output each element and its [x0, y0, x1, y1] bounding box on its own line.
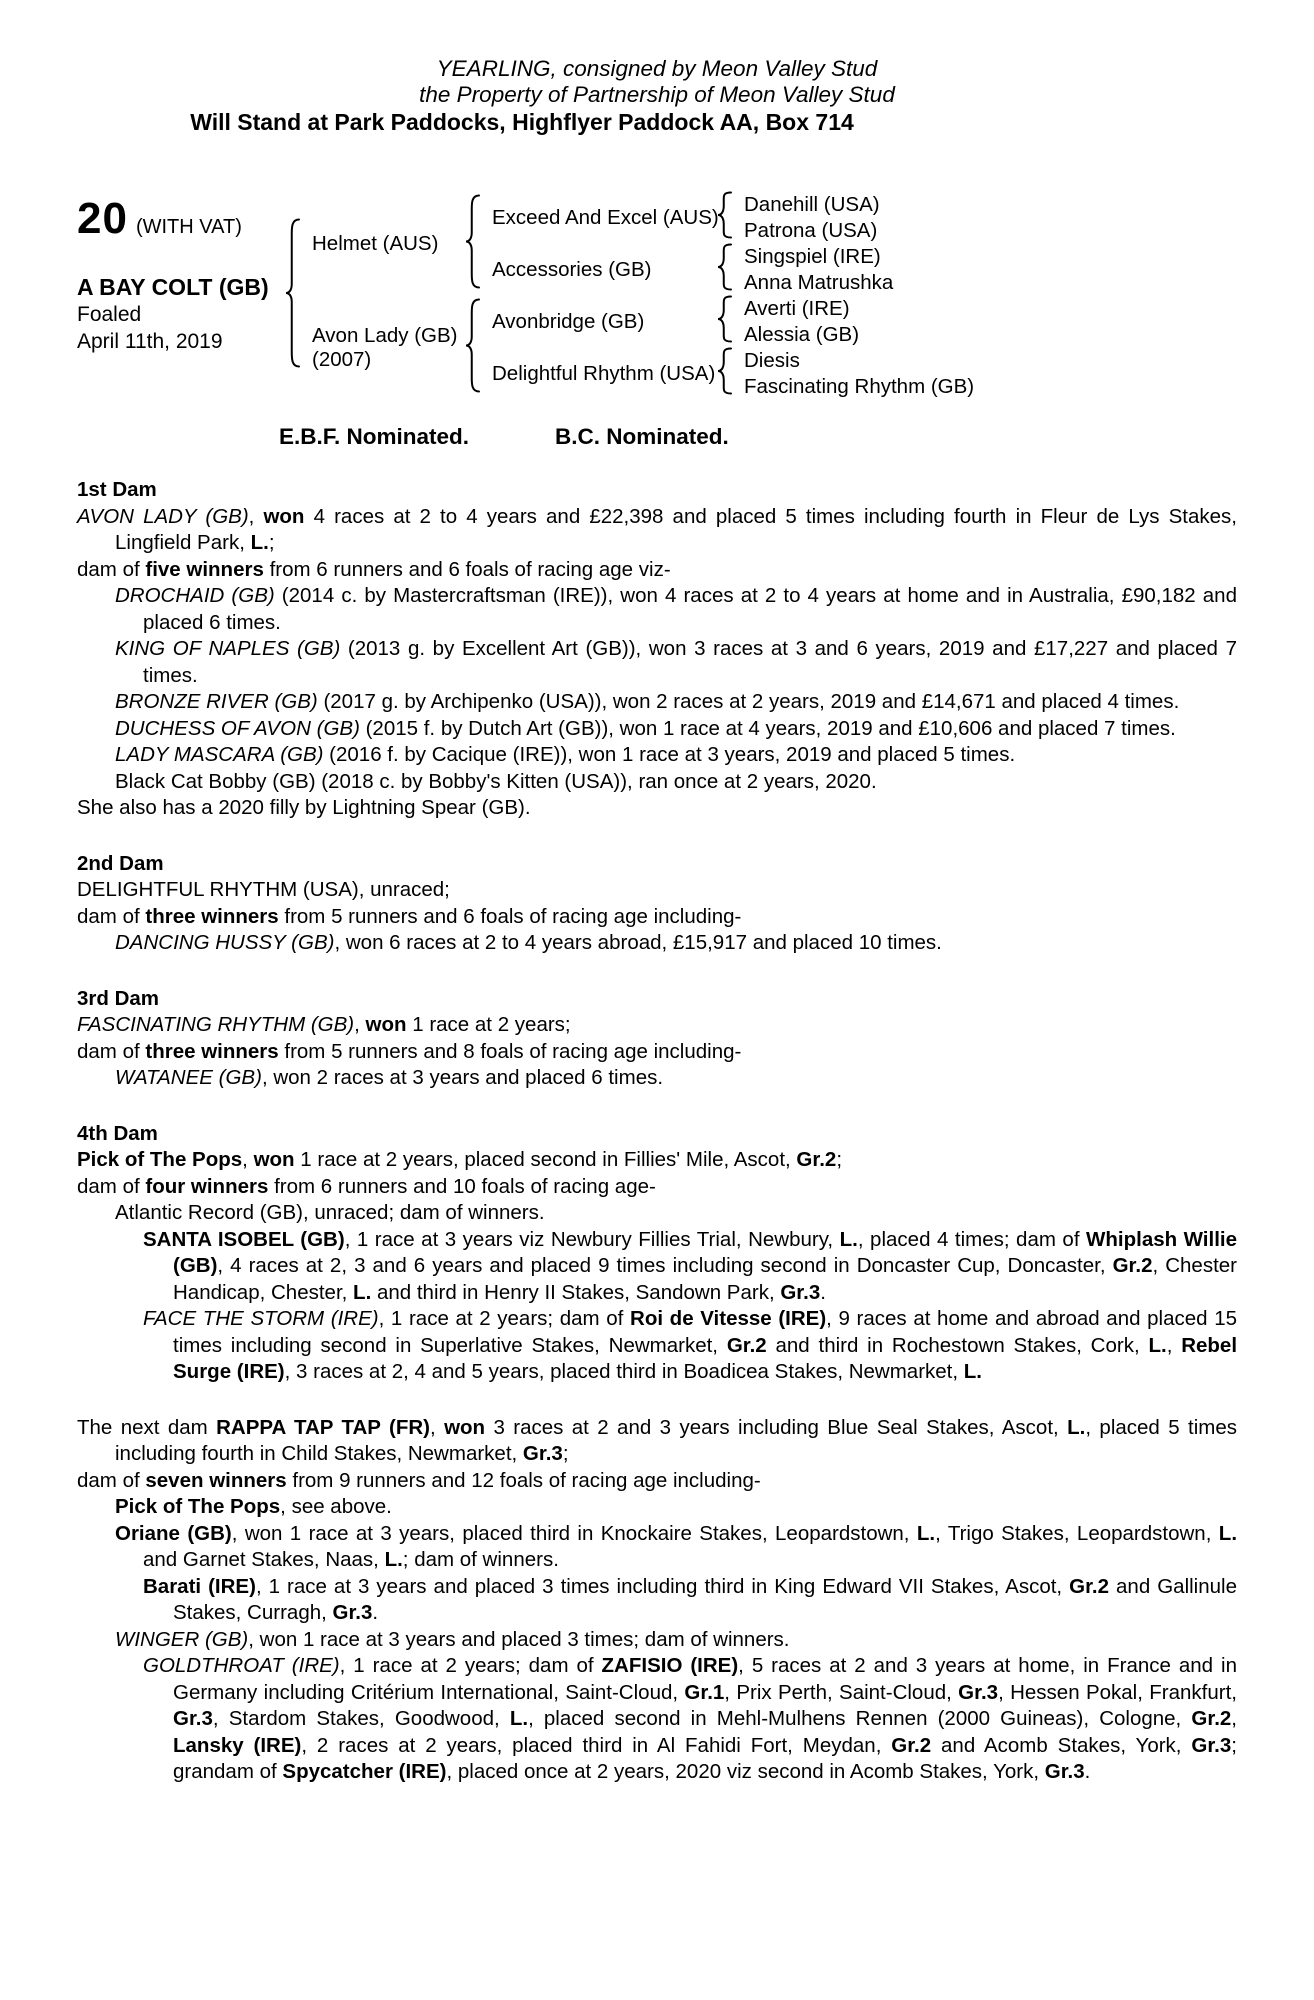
pedigree-gen2-2: Avonbridge (GB)	[492, 310, 645, 333]
ebf-nominated: E.B.F. Nominated.	[279, 424, 470, 449]
curly-brace-icon	[717, 243, 732, 291]
brace-cell-sire	[465, 192, 489, 296]
curly-brace-icon	[465, 298, 480, 393]
catalog-paragraph: FACE THE STORM (IRE), 1 race at 2 years; dam of Roi de Vitesse (IRE), 9 races at home and abroad and placed 15 times including second in Superlative Stakes, Newmarket, Gr.2 and third in Rochestown Stakes, Cork, L., Rebel Surge (IRE), 3 races at 2, 4 and 5 years, placed third in Boadicea Stakes, Newmarket, L.	[143, 1307, 1238, 1383]
brace-cell-g2-0	[717, 192, 741, 244]
dam-name: Avon Lady (GB)	[312, 324, 458, 347]
gen2-brace-1	[717, 243, 732, 297]
brace-cell-root	[285, 192, 309, 400]
catalog-paragraph: dam of four winners from 6 runners and 10 foals of racing age-	[77, 1174, 656, 1198]
brace-cell-g2-1	[717, 244, 741, 296]
catalog-paragraph: dam of seven winners from 9 runners and 12 foals of racing age including-	[77, 1468, 761, 1492]
dam-heading: 2nd Dam	[77, 851, 164, 875]
catalog-paragraph: WATANEE (GB), won 2 races at 3 years and placed 6 times.	[115, 1066, 664, 1089]
lot-info	[77, 192, 285, 400]
catalog-paragraph: She also has a 2020 filly by Lightning Spear (GB).	[77, 796, 531, 819]
brace-cell-g2-3	[717, 348, 741, 400]
pedigree-gen3-0: Danehill (USA)	[744, 193, 880, 216]
catalog-paragraph: Pick of The Pops, won 1 race at 2 years, placed second in Fillies' Mile, Ascot, Gr.2;	[77, 1148, 843, 1171]
catalog-paragraph: AVON LADY (GB), won 4 races at 2 to 4 years and £22,398 and placed 5 times including fourth in Fleur de Lys Stakes, Lingfield Park, L.;	[77, 504, 1237, 554]
page-header	[77, 56, 1237, 136]
dam-section	[77, 1121, 1237, 1386]
catalog-paragraph: BRONZE RIVER (GB) (2017 g. by Archipenko (USA)), won 2 races at 2 years, 2019 and £14,671 and placed 4 times.	[115, 690, 1180, 713]
bc-nominated: B.C. Nominated.	[555, 424, 729, 449]
dam-sections	[77, 477, 1237, 1786]
curly-brace-icon	[717, 295, 732, 343]
property-line: the Property of Partnership of Meon Valley Stud	[419, 82, 895, 107]
dam-brace	[465, 298, 480, 399]
pedigree-gen3-4: Averti (IRE)	[744, 297, 850, 320]
pedigree-block	[77, 192, 1237, 400]
catalog-paragraph: Barati (IRE), 1 race at 3 years and placed 3 times including third in King Edward VII Stakes, Ascot, Gr.2 and Gallinule Stakes, Curragh, Gr.3.	[143, 1574, 1237, 1624]
catalog-paragraph: Pick of The Pops, see above.	[115, 1495, 392, 1518]
dam-heading: 4th Dam	[77, 1121, 158, 1145]
brace-cell-g2-2	[717, 296, 741, 348]
catalog-paragraph: SANTA ISOBEL (GB), 1 race at 3 years viz Newbury Fillies Trial, Newbury, L., placed 4 times; dam of Whiplash Willie (GB), 4 races at 2, 3 and 6 years and placed 9 times including second in Doncaster Cup, Doncaster, Gr.2, Chester Handicap, Chester, L. and third in Henry II Stakes, Sandown Park, Gr.3.	[143, 1227, 1238, 1304]
brace-cell-dam	[465, 296, 489, 400]
pedigree-tree	[285, 192, 974, 400]
catalog-paragraph: LADY MASCARA (GB) (2016 f. by Cacique (IRE)), won 1 race at 3 years, 2019 and placed 5 times.	[115, 743, 1016, 766]
dam-section	[77, 986, 1237, 1092]
dam-year: (2007)	[312, 348, 372, 371]
catalogue-page	[77, 56, 1237, 1786]
pedigree-gen3-1: Patrona (USA)	[744, 219, 878, 242]
gen2-brace-3	[717, 347, 732, 401]
vat-note: (WITH VAT)	[135, 216, 242, 238]
catalog-paragraph: Oriane (GB), won 1 race at 3 years, placed third in Knockaire Stakes, Leopardstown, L., Trigo Stakes, Leopardstown, L. and Garnet Stakes, Naas, L.; dam of winners.	[115, 1521, 1238, 1571]
pedigree-gen3-3: Anna Matrushka	[744, 271, 894, 294]
catalog-paragraph: dam of five winners from 6 runners and 6 foals of racing age viz-	[77, 557, 671, 581]
catalog-paragraph: The next dam RAPPA TAP TAP (FR), won 3 races at 2 and 3 years including Blue Seal Stakes, Ascot, L., placed 5 times including fourth in Child Stakes, Newmarket, Gr.3;	[77, 1415, 1237, 1465]
gen2-brace-0	[717, 191, 732, 245]
catalog-paragraph: WINGER (GB), won 1 race at 3 years and placed 3 times; dam of winners.	[115, 1627, 790, 1651]
catalog-paragraph: Black Cat Bobby (GB) (2018 c. by Bobby's Kitten (USA)), ran once at 2 years, 2020.	[115, 769, 877, 793]
pedigree-gen3-6: Diesis	[744, 349, 800, 372]
foaled-label: Foaled	[77, 303, 142, 326]
dam-heading: 3rd Dam	[77, 986, 160, 1010]
pedigree-gen2-3: Delightful Rhythm (USA)	[492, 362, 716, 385]
curly-brace-icon	[717, 347, 732, 395]
catalog-paragraph: DROCHAID (GB) (2014 c. by Mastercraftsman (IRE)), won 4 races at 2 to 4 years at home and in Australia, £90,182 and placed 6 times.	[115, 584, 1237, 634]
gen2-brace-2	[717, 295, 732, 349]
curly-brace-icon	[717, 191, 732, 239]
catalog-paragraph: GOLDTHROAT (IRE), 1 race at 2 years; dam of ZAFISIO (IRE), 5 races at 2 and 3 years at home, in France and in Germany including Critérium International, Saint-Cloud, Gr.1, Prix Perth, Saint-Cloud, Gr.3, Hessen Pokal, Frankfurt, Gr.3, Stardom Stakes, Goodwood, L., placed second in Mehl-Mulhens Rennen (2000 Guineas), Cologne, Gr.2, Lansky (IRE), 2 races at 2 years, placed third in Al Fahidi Fort, Meydan, Gr.2 and Acomb Stakes, York, Gr.3; grandam of Spycatcher (IRE), placed once at 2 years, 2020 viz second in Acomb Stakes, York, Gr.3.	[143, 1654, 1237, 1783]
pedigree-gen3-7: Fascinating Rhythm (GB)	[744, 375, 975, 398]
dam-section	[77, 1415, 1237, 1786]
catalog-paragraph: DELIGHTFUL RHYTHM (USA), unraced;	[77, 878, 450, 901]
lot-title: A BAY COLT (GB)	[77, 274, 269, 300]
nominations-line	[77, 424, 1237, 450]
foaled-date: April 11th, 2019	[77, 330, 223, 353]
pedigree-gen3-2: Singspiel (IRE)	[744, 245, 881, 268]
pedigree-dam	[309, 324, 465, 372]
pedigree-root-brace	[285, 218, 300, 374]
lot-number-line	[77, 194, 285, 244]
catalog-paragraph: KING OF NAPLES (GB) (2013 g. by Excellent Art (GB)), won 3 races at 3 and 6 years, 2019 and £17,227 and placed 7 times.	[115, 637, 1237, 687]
dam-section	[77, 477, 1237, 822]
sire-brace	[465, 194, 480, 295]
catalog-paragraph: Atlantic Record (GB), unraced; dam of winners.	[115, 1201, 545, 1224]
pedigree-gen3-5: Alessia (GB)	[744, 323, 860, 346]
lot-number: 20	[77, 194, 128, 243]
consignor-line: YEARLING, consigned by Meon Valley Stud	[436, 56, 878, 81]
stand-location-line: Will Stand at Park Paddocks, Highflyer Paddock AA, Box 714	[190, 109, 854, 135]
catalog-paragraph: DANCING HUSSY (GB), won 6 races at 2 to 4 years abroad, £15,917 and placed 10 times.	[115, 931, 942, 954]
catalog-paragraph: dam of three winners from 5 runners and 6 foals of racing age including-	[77, 904, 742, 928]
dam-heading: 1st Dam	[77, 478, 157, 501]
pedigree-gen2-0: Exceed And Excel (AUS)	[492, 206, 719, 229]
pedigree-gen2-1: Accessories (GB)	[492, 258, 652, 281]
catalog-paragraph: FASCINATING RHYTHM (GB), won 1 race at 2 years;	[77, 1013, 571, 1036]
curly-brace-icon	[465, 194, 480, 289]
catalog-paragraph: dam of three winners from 5 runners and 8 foals of racing age including-	[77, 1039, 742, 1063]
sire-name: Helmet (AUS)	[312, 232, 439, 255]
catalog-paragraph: DUCHESS OF AVON (GB) (2015 f. by Dutch Art (GB)), won 1 race at 4 years, 2019 and £10,606 and placed 7 times.	[115, 716, 1176, 740]
curly-brace-icon	[285, 218, 300, 368]
dam-section	[77, 851, 1237, 957]
pedigree-sire	[309, 232, 465, 256]
